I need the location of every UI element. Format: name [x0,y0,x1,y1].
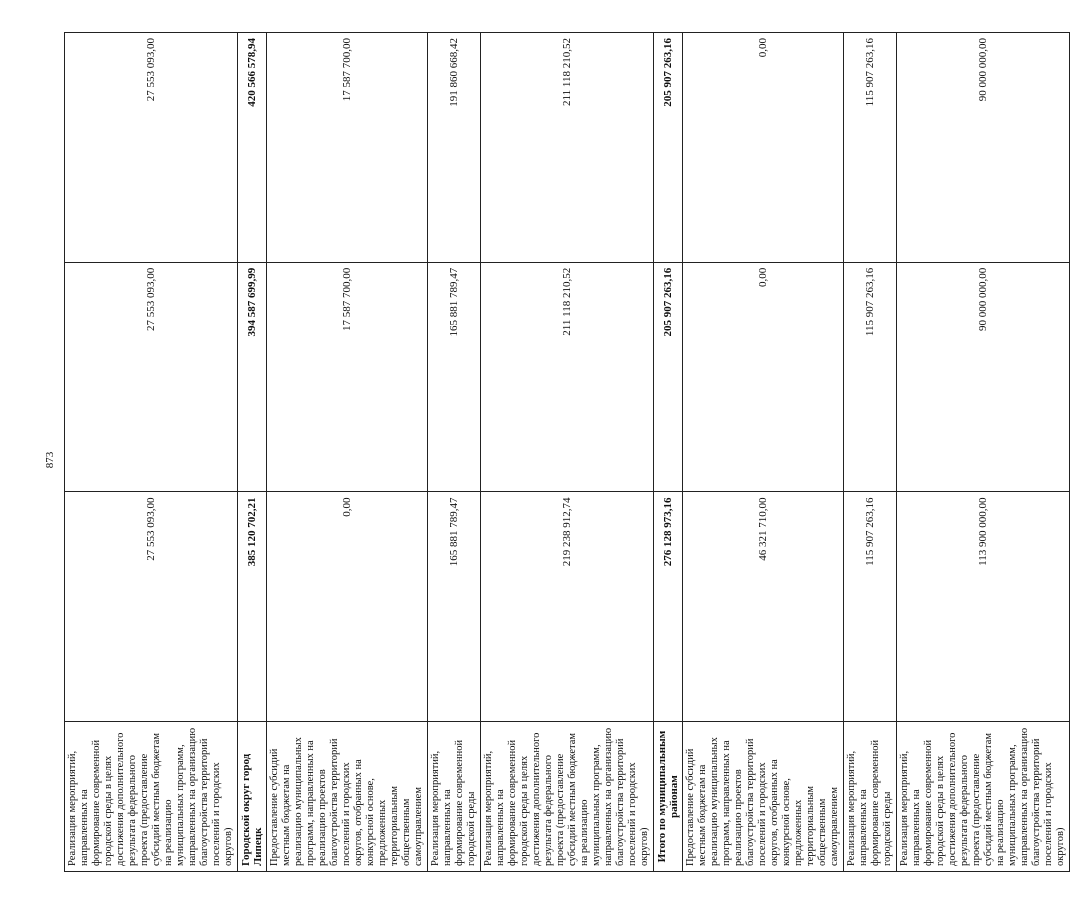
row-name: Городской округ город Липецк [238,722,267,872]
table-row [844,33,897,872]
value-1: 115 907 263,16 [844,492,897,722]
row-name: Реализация мероприятий, направленных на формирование современной городской среды в целях достижения дополнительного результата федерального проекта (предоставление субсидий местным бюджетам на реализацию муниципальных программ, направленных на организацию благоустройства территорий поселений и городских округов) [65,722,238,872]
row-name: Итого по муниципальным районам [654,722,683,872]
value-3: 191 860 668,42 [428,33,481,263]
subsidy-table [64,32,1070,872]
value-3: 27 553 093,00 [65,33,238,263]
value-3: 17 587 700,00 [267,33,428,263]
row-name: Реализация мероприятий, направленных на формирование современной городской среды в целях достижения дополнительного результата федерального проекта (предоставление субсидий местным бюджетам на реализацию муниципальных программ, направленных на организацию благоустройства территорий поселений и городских округов) [897,722,1070,872]
value-1: 113 900 000,00 [897,492,1070,722]
table-row [65,33,238,872]
value-3: 211 118 210,52 [481,33,654,263]
page-number: 873 [44,451,56,469]
table-row [267,33,428,872]
value-3: 205 907 263,16 [654,33,683,263]
value-3: 0,00 [683,33,844,263]
value-3: 420 566 578,94 [238,33,267,263]
table-row [481,33,654,872]
value-1: 0,00 [267,492,428,722]
row-name: Реализация мероприятий, направленных на формирование современной городской среды [428,722,481,872]
value-2: 27 553 093,00 [65,262,238,492]
value-2: 17 587 700,00 [267,262,428,492]
value-2: 211 118 210,52 [481,262,654,492]
row-name: Реализация мероприятий, направленных на формирование современной городской среды [844,722,897,872]
value-3: 90 000 000,00 [897,33,1070,263]
value-2: 115 907 263,16 [844,262,897,492]
value-1: 276 128 973,16 [654,492,683,722]
row-name: Предоставление субсидий местным бюджетам на реализацию муниципальных программ, направленных на реализацию проектов благоустройства территорий поселений и городских округов, отобранных на конкурсной основе, предложенных территориальным общественным самоуправлением [267,722,428,872]
table-row [897,33,1070,872]
table-row [428,33,481,872]
rotated-page-content [64,32,1066,872]
value-1: 46 321 710,00 [683,492,844,722]
value-2: 90 000 000,00 [897,262,1070,492]
value-1: 165 881 789,47 [428,492,481,722]
value-1: 27 553 093,00 [65,492,238,722]
value-1: 385 120 702,21 [238,492,267,722]
row-name: Предоставление субсидий местным бюджетам на реализацию муниципальных программ, направленных на реализацию проектов благоустройства территорий поселений и городских округов, отобранных на конкурсной основе, предложенных территориальным общественным самоуправлением [683,722,844,872]
value-2: 205 907 263,16 [654,262,683,492]
value-2: 0,00 [683,262,844,492]
table-row [654,33,683,872]
value-2: 165 881 789,47 [428,262,481,492]
table-row [683,33,844,872]
value-1: 219 238 912,74 [481,492,654,722]
value-2: 394 587 699,99 [238,262,267,492]
row-name: Реализация мероприятий, направленных на формирование современной городской среды в целях достижения дополнительного результата федерального проекта (предоставление субсидий местным бюджетам на реализацию муниципальных программ, направленных на организацию благоустройства территорий поселений и городских округов) [481,722,654,872]
value-3: 115 907 263,16 [844,33,897,263]
table-row [238,33,267,872]
